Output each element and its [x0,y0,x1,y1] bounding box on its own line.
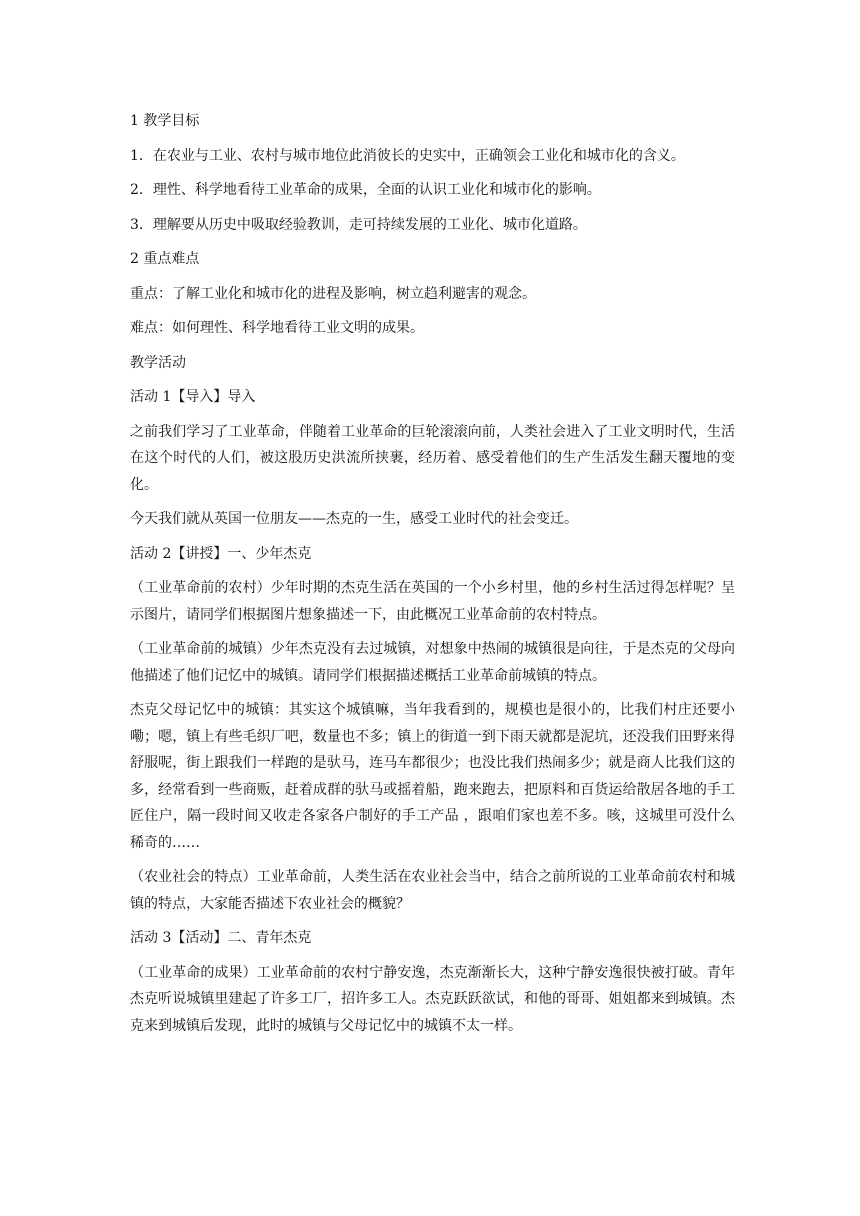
activity-2-paragraph-3: 杰克父母记忆中的城镇：其实这个城镇嘛，当年我看到的，规模也是很小的，比我们村庄还要小嘞；嗯，镇上有些毛织厂吧，数量也不多；镇上的街道一到下雨天就都是泥坑，还没我们田野来得舒服呢，街上跟我们一样跑的是驮马，连马车都很少；也没比我们热闹多少；就是商人比我们这的多，经常看到一些商贩，赶着成群的驮马或摇着船，跑来跑去，把原料和百货运给散居各地的手工匠住户，隔一段时间又收走各家各户制好的手工产品 ，跟咱们家也差不多。咳，这城里可没什么稀奇的…… [130,702,735,851]
objective-item-3: 3．理解要从历史中吸取经验教训，走可持续发展的工业化、城市化道路。 [130,216,587,233]
activity-1-paragraph-1: 之前我们学习了工业革命，伴随着工业革命的巨轮滚滚向前，人类社会进入了工业文明时代，生活在这个时代的人们，被这股历史洪流所挟裹，经历着、感受着他们的生产生活发生翻天覆地的变化。 [130,423,735,493]
activity-2-paragraph-4: （农业社会的特点）工业革命前，人类生活在农业社会当中，结合之前所说的工业革命前农村和城镇的特点，大家能否描述下农业社会的概貌？ [130,869,735,912]
objective-item-2: 2．理性、科学地看待工业革命的成果，全面的认识工业化和城市化的影响。 [130,182,601,198]
objective-item-1: 1．在农业与工业、农村与城市地位此消彼长的史实中，正确领会工业化和城市化的含义。 [130,147,685,164]
section-heading-objectives: 1 教学目标 [130,113,200,129]
activity-2-paragraph-2: （工业革命前的城镇）少年杰克没有去过城镇，对想象中热闹的城镇很是向往，于是杰克的父母向他描述了他们记忆中的城镇。请同学们根据描述概括工业革命前城镇的特点。 [130,641,735,684]
difficult-point: 难点：如何理性、科学地看待工业文明的成果。 [130,320,424,336]
activity-1-heading: 活动 1【导入】导入 [130,389,256,405]
activity-1-paragraph-2: 今天我们就从英国一位朋友——杰克的一生，感受工业时代的社会变迁。 [130,511,578,527]
section-heading-key-points: 2 重点难点 [130,251,200,267]
activity-3-heading: 活动 3【活动】二、青年杰克 [130,930,312,946]
section-heading-activities: 教学活动 [130,354,186,371]
key-point: 重点：了解工业化和城市化的进程及影响，树立趋利避害的观念。 [130,285,536,302]
activity-3-paragraph-1: （工业革命的成果）工业革命前的农村宁静安逸，杰克渐渐长大，这种宁静安逸很快被打破。青年杰克听说城镇里建起了许多工厂，招许多工人。杰克跃跃欲试，和他的哥哥、姐姐都来到城镇。杰克来到城镇后发现，此时的城镇与父母记忆中的城镇不太一样。 [130,964,735,1034]
activity-2-heading: 活动 2【讲授】一、少年杰克 [130,545,312,562]
document-page [130,108,735,1047]
activity-2-paragraph-1: （工业革命前的农村）少年时期的杰克生活在英国的一个小乡村里，他的乡村生活过得怎样呢？呈示图片，请同学们根据图片想象描述一下，由此概况工业革命前的农村特点。 [130,580,735,623]
